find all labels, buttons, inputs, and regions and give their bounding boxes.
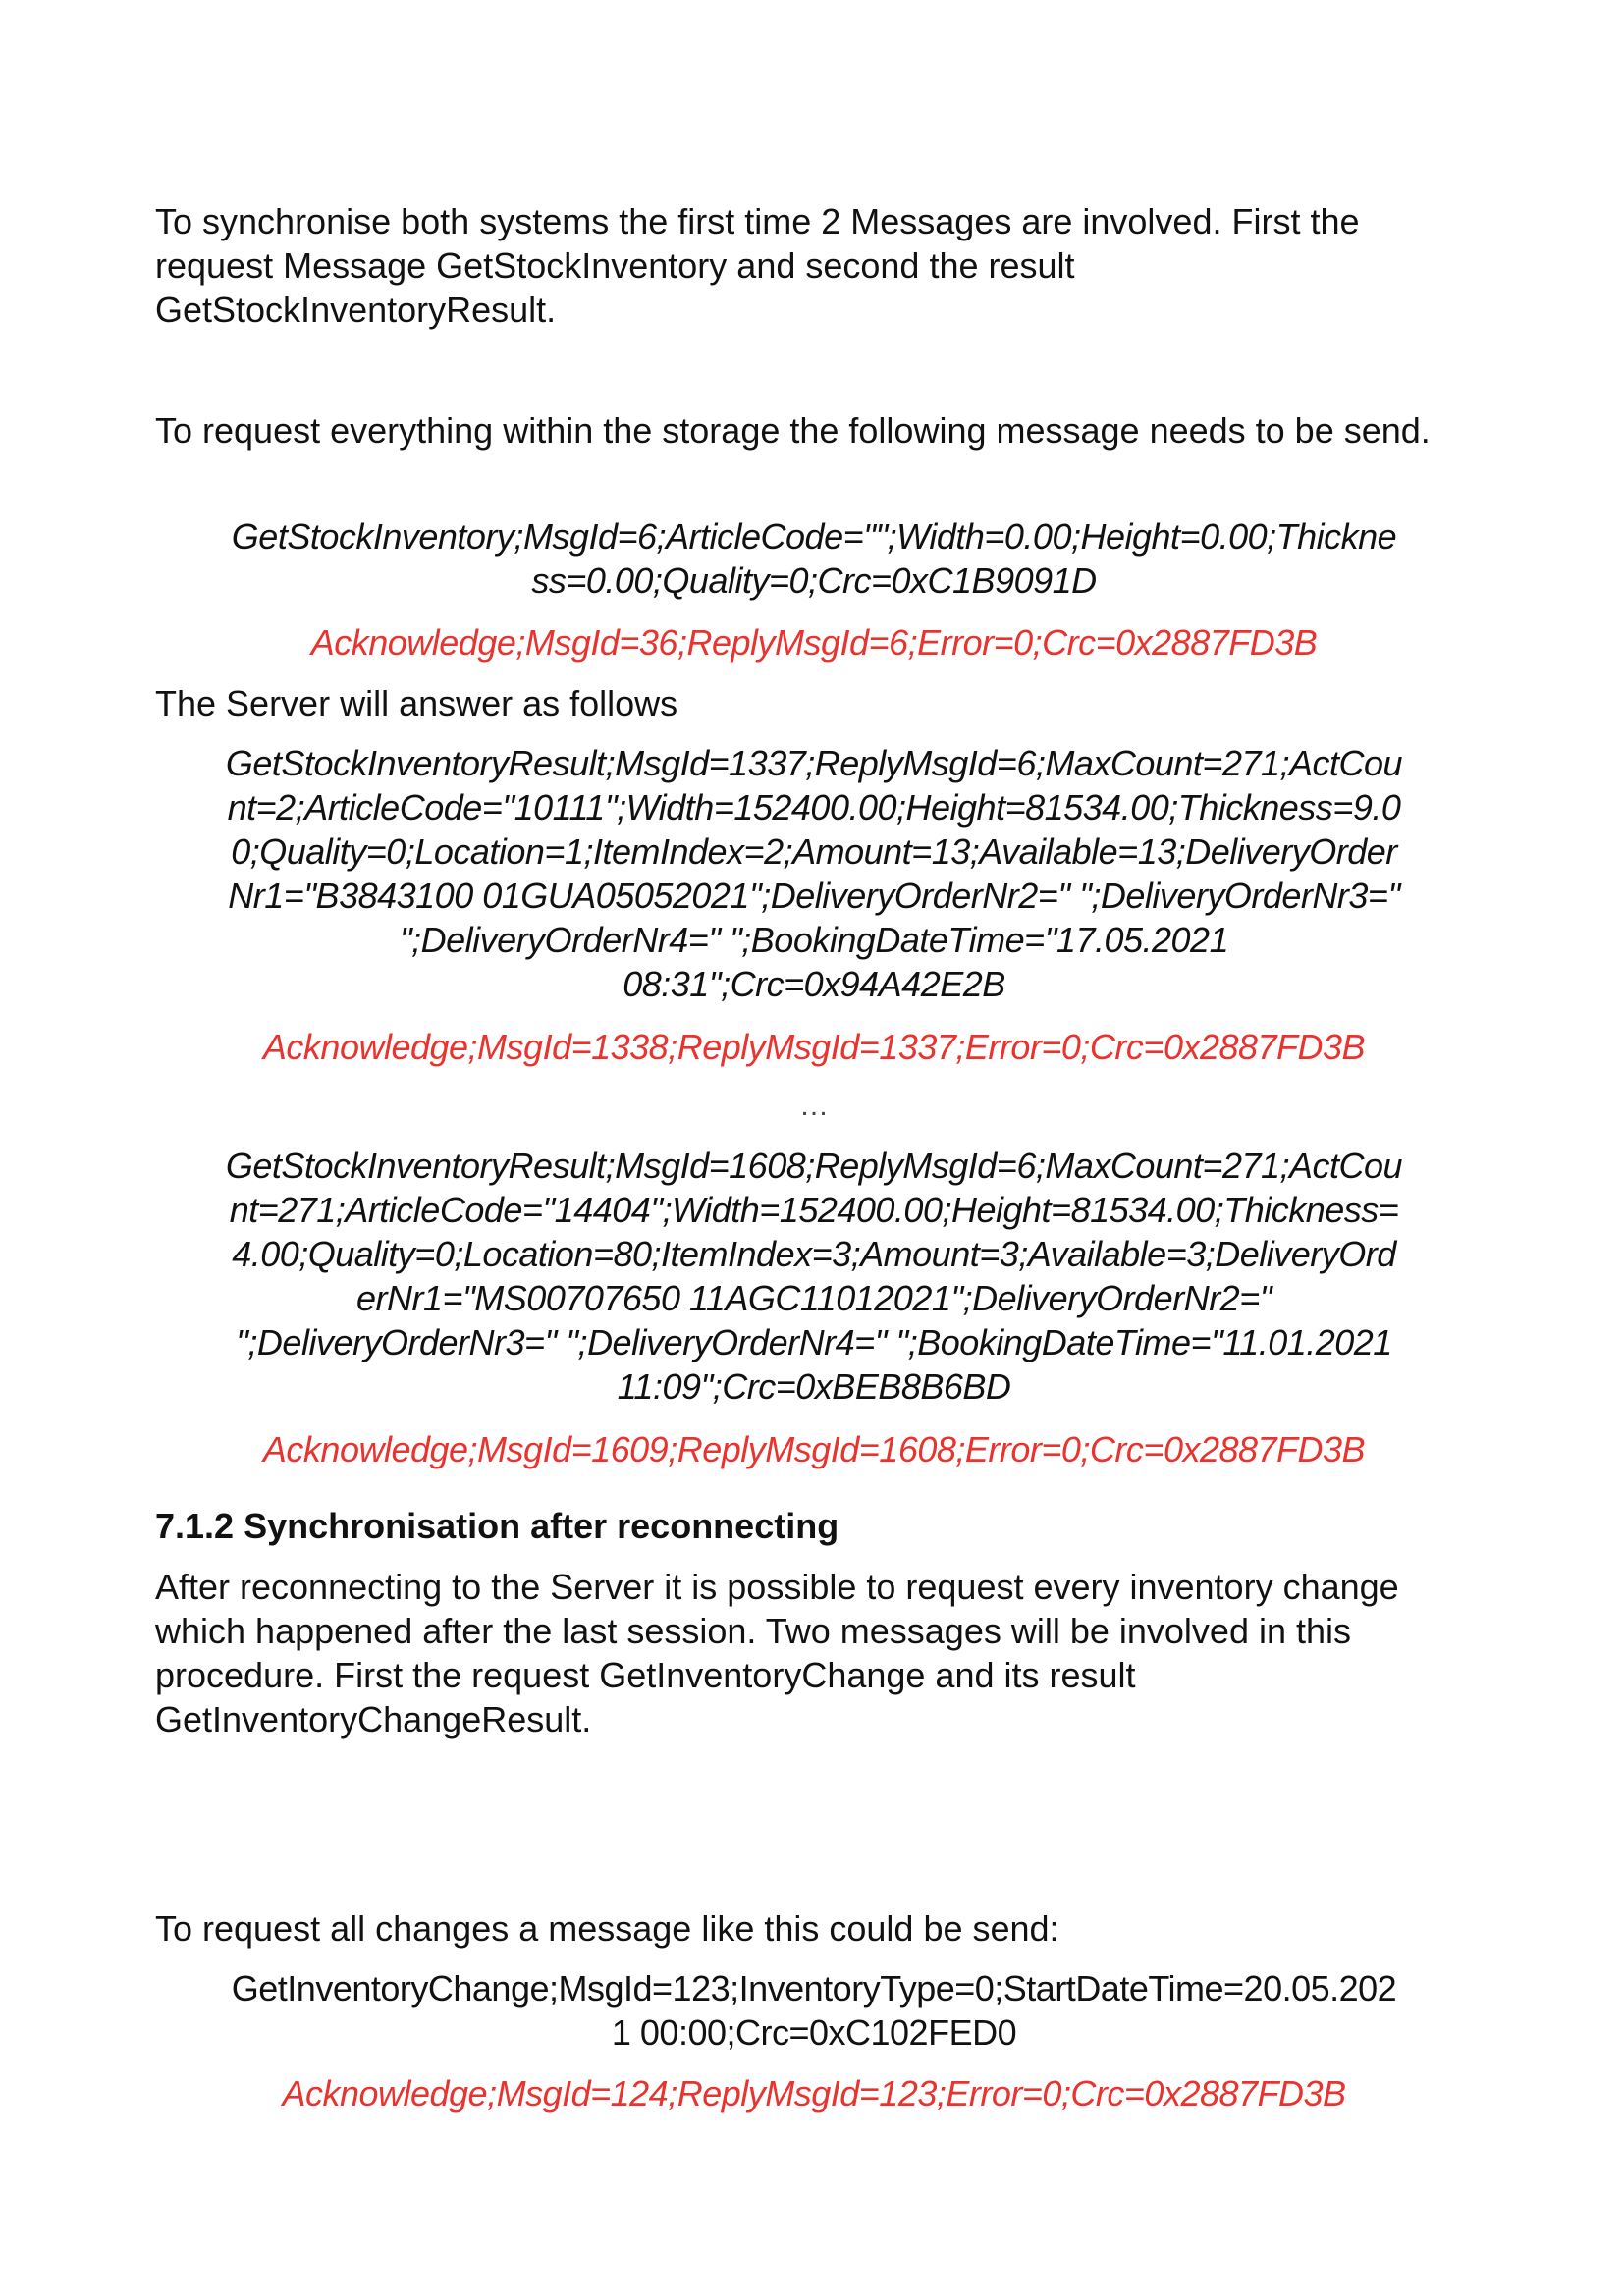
section-heading: 7.1.2 Synchronisation after reconnecting xyxy=(155,1506,839,1546)
intro-paragraph: To synchronise both systems the first time 2 Messages are involved. First the request Message GetStockInventory and second the result GetStockInventoryResult. xyxy=(155,201,1360,330)
result-message-1: GetStockInventoryResult;MsgId=1337;ReplyMsgId=6;MaxCount=271;ActCou nt=2;ArticleCode="10111";Width=152400.00;Height=81534.00;Thickness=9.0 0;Quality=0;Location=1;ItemIndex=2;Amount=13;Available=13;DeliveryOrder Nr1="B3843100 01GUA05052021";DeliveryOrderNr2=" ";DeliveryOrderNr3=" ";DeliveryOrderNr4=" ";BookingDateTime="17.05.2021 08:31";Crc=0x94A42E2B xyxy=(225,743,1403,1004)
request-message: GetStockInventory;MsgId=6;ArticleCode="";Width=0.00;Height=0.00;Thickne ss=0.00;Quality=0;Crc=0xC1B9091D xyxy=(231,516,1397,601)
server-answer-label: The Server will answer as follows xyxy=(155,683,678,723)
result-message-2: GetStockInventoryResult;MsgId=1608;ReplyMsgId=6;MaxCount=271;ActCou nt=271;ArticleCode="14404";Width=152400.00;Height=81534.00;Thickness= 4.00;Quality=0;Location=80;ItemIndex=3;Amount=3;Available=3;DeliveryOrd erNr1="MS00707650 11AGC11012021";DeliveryOrderNr2=" ";DeliveryOrderNr3=" ";DeliveryOrderNr4=" ";BookingDateTime="11.01.2021 11:09";Crc=0xBEB8B6BD xyxy=(225,1146,1403,1407)
request-intro-paragraph: To request everything within the storage the following message needs to be send. xyxy=(155,410,1431,451)
change-intro-paragraph: To request all changes a message like this could be send: xyxy=(155,1908,1059,1949)
acknowledge-message-3: Acknowledge;MsgId=1609;ReplyMsgId=1608;Error=0;Crc=0x2887FD3B xyxy=(262,1429,1366,1469)
section-body-paragraph: After reconnecting to the Server it is possible to request every inventory change which happened after the last session. Two messages will be involved in this procedure. First the request GetInventoryChange and its result GetInventoryChangeResult. xyxy=(155,1567,1399,1739)
acknowledge-message-1: Acknowledge;MsgId=36;ReplyMsgId=6;Error=0;Crc=0x2887FD3B xyxy=(310,622,1318,663)
change-request-message: GetInventoryChange;MsgId=123;InventoryType=0;StartDateTime=20.05.202 1 00:00;Crc=0xC102FED0 xyxy=(231,1968,1397,2053)
acknowledge-message-4: Acknowledge;MsgId=124;ReplyMsgId=123;Error=0;Crc=0x2887FD3B xyxy=(282,2073,1346,2113)
ellipsis: … xyxy=(799,1090,829,1122)
acknowledge-message-2: Acknowledge;MsgId=1338;ReplyMsgId=1337;Error=0;Crc=0x2887FD3B xyxy=(262,1027,1366,1067)
